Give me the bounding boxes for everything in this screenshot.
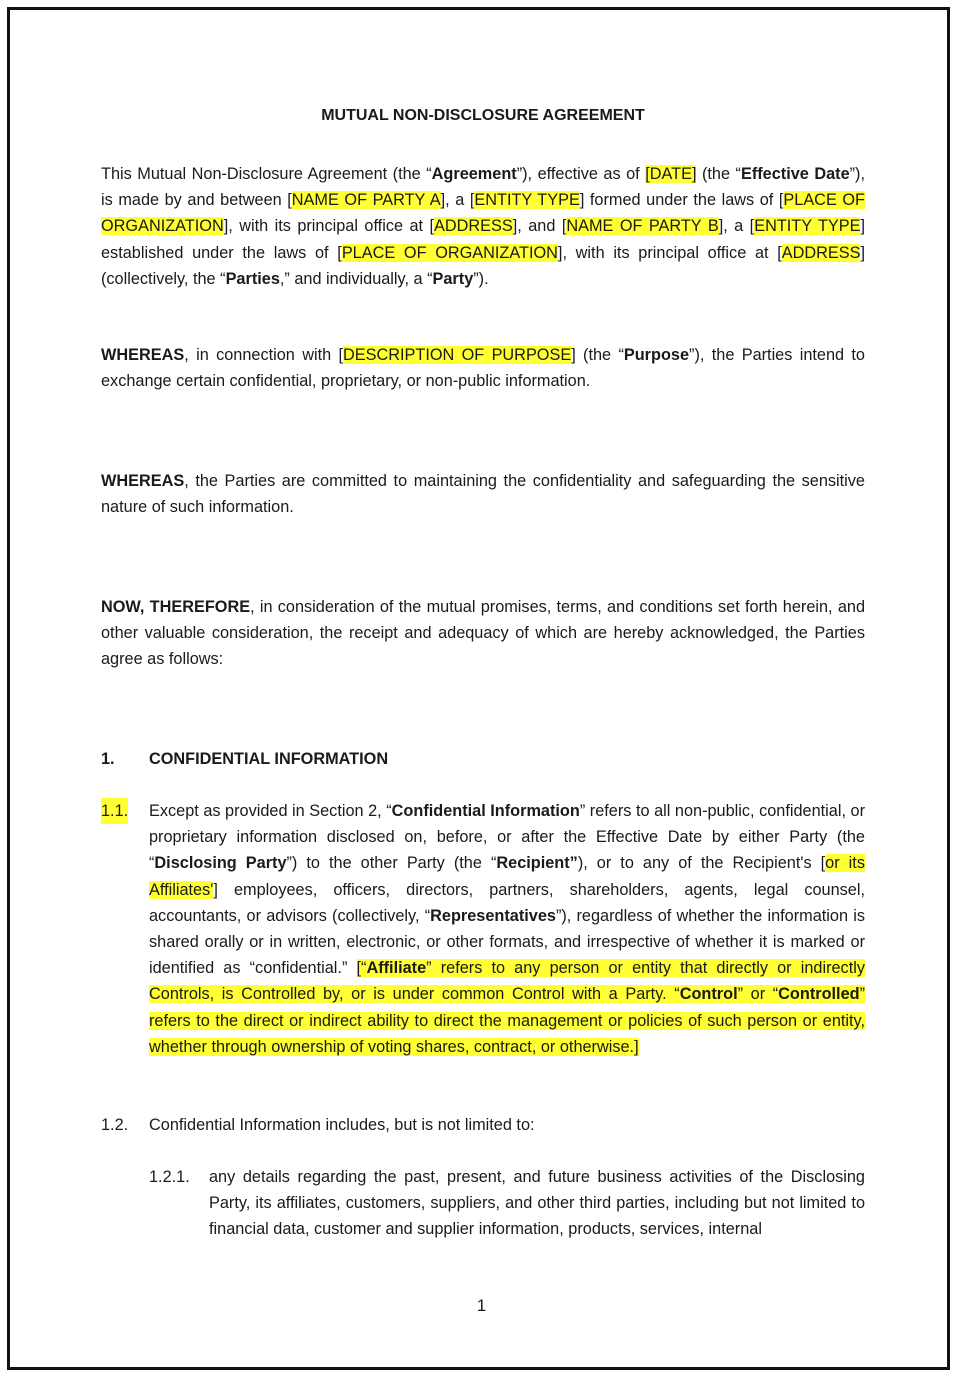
placeholder-place-of-organization: PLACE OF ORGANIZATION [341,243,558,262]
whereas-text: ”), the Parties intend to exchange certain confidential, proprietary, or non-public information. [101,346,865,391]
intro-text: ], with its principal office at [ [557,243,782,262]
intro-text: ,” and individually, a “ [279,269,433,288]
placeholder-entity-type: ENTITY TYPE [474,191,580,210]
whereas-text: ] (the “ [571,346,624,364]
now-therefore-paragraph [101,594,865,673]
intro-text: ”). [473,269,489,288]
placeholder-address: ADDRESS [434,217,513,236]
defined-term-representatives: Representatives [430,906,556,925]
intro-paragraph [101,161,865,292]
intro-text: ], and [ [512,217,567,236]
clause-text: ”) to the other Party (the “ [286,854,497,873]
intro-text: ”), is made by and between [ [101,165,866,210]
intro-text: This Mutual Non-Disclosure Agreement (the “ [101,165,432,183]
page-number: 1 [476,1296,487,1315]
defined-term-affiliate: Affiliate [366,959,427,978]
defined-term-confidential-information: Confidential Information [391,802,580,820]
intro-text: ] (collectively, the “ [101,243,865,288]
affiliate-definition-text: ” or “ [737,985,779,1004]
intro-text: ], a [ [440,191,475,210]
defined-term-control: Control [679,985,738,1004]
section-number: 1. [101,750,115,768]
section-title: CONFIDENTIAL INFORMATION [149,750,389,768]
placeholder-entity-type: ENTITY TYPE [754,217,861,236]
whereas-paragraph-1 [101,342,865,394]
intro-text: ”), effective as of [516,165,646,183]
document-title: MUTUAL NON-DISCLOSURE AGREEMENT [321,107,645,124]
placeholder-party-a: NAME OF PARTY A [291,191,441,210]
placeholder-address: ADDRESS [781,243,861,262]
clause-number: 1.2.1. [149,1168,190,1186]
now-therefore-lead: NOW, THEREFORE [101,598,251,616]
placeholder-date: [DATE] [645,165,697,183]
now-therefore-text: , in consideration of the mutual promises, terms, and conditions set forth herein, and other valuable consideration, the receipt and adequacy of which are hereby acknowledged, the Parties agree as follows: [101,598,865,669]
optional-affiliates-text: or its Affiliates' [149,854,865,899]
intro-text: ], a [ [718,217,755,236]
placeholder-place-of-organization: PLACE OF ORGANIZATION [101,191,865,236]
section-heading [101,746,865,772]
whereas-text: , in connection with [ [184,346,344,364]
placeholder-party-b: NAME OF PARTY B [566,217,719,236]
whereas-lead: WHEREAS [101,472,185,490]
defined-term-controlled: Controlled [778,985,860,1004]
intro-text: (the “ [696,165,741,183]
clause-number: 1.1. [101,798,128,824]
whereas-paragraph-2 [101,468,865,520]
clause-text: ] employees, officers, directors, partners, shareholders, agents, legal counsel, accountants, or advisors (collectively, “ [149,880,865,925]
defined-term-effective-date: Effective Date [740,165,850,183]
clause-body: Confidential Information includes, but is not limited to: [149,1116,535,1134]
defined-term-party: Party [432,269,474,288]
clause-text: ”), regardless of whether the information is shared orally or in written, electronic, or other formats, and irrespective of whether it is marked or identified as “confidential.” [149,906,865,978]
defined-term-parties: Parties [225,269,280,288]
document-page [7,7,950,1370]
clause-text: ), or to any of the Recipient's [ [577,854,826,873]
whereas-text: , the Parties are committed to maintaining the confidentiality and safeguarding the sensitive nature of such information. [101,472,865,517]
affiliate-definition-text: [“ [356,959,367,978]
clause-text: Except as provided in Section 2, “ [149,802,392,820]
intro-text: ] established under the laws of [ [101,217,866,262]
clause-body: any details regarding the past, present, and future business activities of the Disclosing Party, its affiliates, customers, suppliers, and other third parties, including but not limited to financial data, customer and supplier information, products, services, internal [209,1168,865,1239]
clause-number: 1.2. [101,1116,129,1134]
placeholder-purpose-description: DESCRIPTION OF PURPOSE [343,346,572,364]
clause-text: ” refers to all non-public, confidential, or proprietary information disclosed on, before, or after the Effective Date by either Party (the “ [149,802,866,873]
defined-term-recipient: Recipient” [496,854,578,873]
defined-term-disclosing-party: Disclosing Party [154,854,287,873]
clause-body [149,798,865,1060]
intro-text: ] formed under the laws of [ [579,191,784,210]
defined-term-agreement: Agreement [431,165,517,183]
affiliate-definition-text: ” refers to the direct or indirect ability to direct the management or policies of such person or entity, whether through ownership of voting shares, contract, or otherwise.] [149,985,865,1056]
whereas-lead: WHEREAS [101,346,185,364]
intro-text: ], with its principal office at [ [223,217,435,236]
affiliate-definition-text: ” refers to any person or entity that directly or indirectly Controls, is Controlled by, or is under common Control with a Party. “ [149,959,865,1004]
defined-term-purpose: Purpose [623,346,690,364]
